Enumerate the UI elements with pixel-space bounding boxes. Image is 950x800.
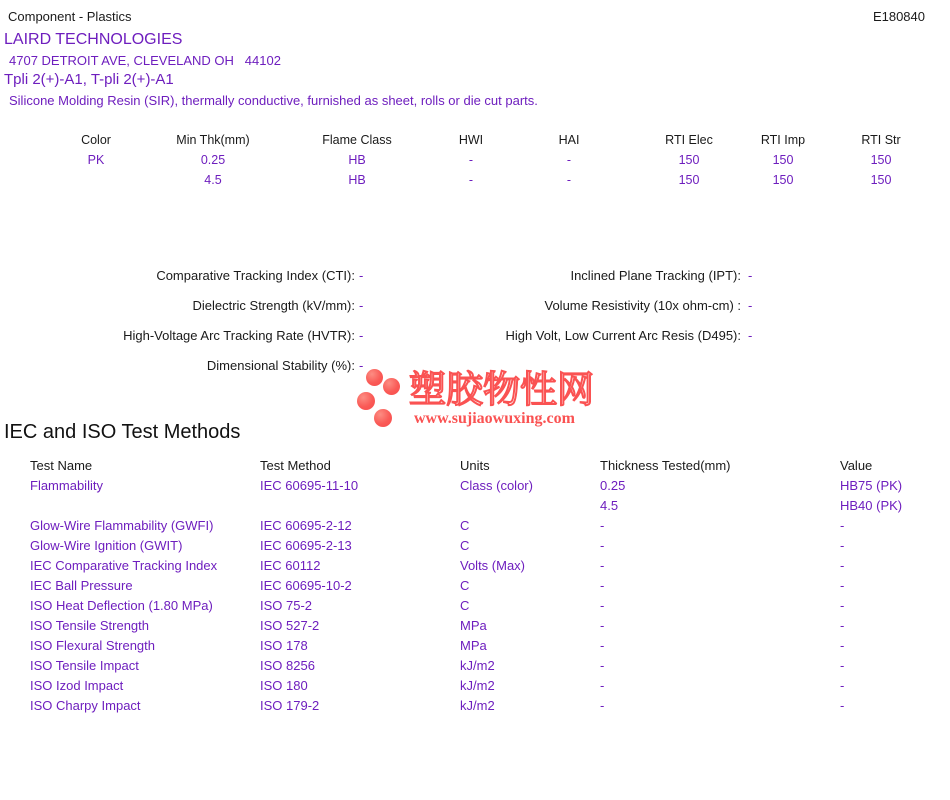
test-table-value-cell: IEC 60695-10-2	[260, 578, 352, 593]
test-table-value-cell: C	[460, 538, 470, 553]
logo-dot-icon	[366, 369, 383, 386]
property-value: -	[359, 328, 364, 343]
watermark-url: www.sujiaowuxing.com	[414, 410, 575, 427]
test-table-value-cell: 0.25	[600, 478, 626, 493]
test-table-value-cell: -	[840, 518, 845, 533]
test-table-value-cell: HB75 (PK)	[840, 478, 903, 493]
property-label: Inclined Plane Tracking (IPT):	[570, 268, 741, 283]
property-label: High-Voltage Arc Tracking Rate (HVTR):	[123, 328, 355, 343]
ratings-value-cell: -	[468, 173, 474, 187]
ratings-header-cell: HAI	[558, 133, 580, 147]
test-table-value-cell: -	[600, 658, 605, 673]
test-table-value-cell: C	[460, 598, 470, 613]
ratings-value-cell: -	[468, 153, 474, 167]
property-label: Volume Resistivity (10x ohm-cm) :	[544, 298, 741, 313]
test-table-value-cell: -	[600, 618, 605, 633]
test-table-value-cell: -	[600, 698, 605, 713]
test-table-value-cell: Class (color)	[460, 478, 533, 493]
test-table-value-cell: -	[840, 698, 845, 713]
test-table-value-cell: -	[600, 598, 605, 613]
test-table-value-cell: ISO Tensile Strength	[30, 618, 149, 633]
test-table-value-cell: IEC 60112	[260, 558, 321, 573]
product-description: Silicone Molding Resin (SIR), thermally conductive, furnished as sheet, rolls or die cut parts.	[9, 93, 538, 108]
test-table-header-cell: Units	[460, 458, 490, 473]
property-label: High Volt, Low Current Arc Resis (D495):	[505, 328, 741, 343]
company-name: LAIRD TECHNOLOGIES	[4, 31, 183, 48]
logo-dot-icon	[357, 392, 375, 410]
ratings-header-cell: Color	[81, 133, 111, 147]
test-table-header-cell: Value	[840, 458, 873, 473]
test-table-value-cell: C	[460, 518, 470, 533]
test-table-value-cell: -	[840, 638, 845, 653]
property-value: -	[359, 268, 364, 283]
test-table-value-cell: -	[840, 678, 845, 693]
test-table-value-cell: MPa	[460, 638, 487, 653]
ratings-header-cell: Min Thk(mm)	[176, 133, 250, 147]
ratings-value-cell: 150	[678, 173, 700, 187]
test-table-value-cell: -	[840, 658, 845, 673]
test-table-value-cell: IEC 60695-11-10	[260, 478, 359, 493]
test-table-value-cell: Volts (Max)	[460, 558, 526, 573]
test-table-value-cell: Glow-Wire Flammability (GWFI)	[30, 518, 214, 533]
test-table-header-cell: Test Method	[260, 458, 331, 473]
test-table-value-cell: kJ/m2	[460, 698, 495, 713]
doc-type-label: Component - Plastics	[8, 9, 132, 24]
property-value: -	[748, 298, 753, 313]
test-table-value-cell: IEC 60695-2-13	[260, 538, 352, 553]
properties-section	[0, 0, 950, 390]
ratings-value-cell: 150	[870, 173, 892, 187]
test-table-value-cell: -	[840, 558, 845, 573]
test-table-value-cell: MPa	[460, 618, 487, 633]
test-table-value-cell: -	[600, 558, 605, 573]
test-table-value-cell: -	[600, 678, 605, 693]
test-table-value-cell: ISO 180	[260, 678, 308, 693]
ratings-value-cell: -	[566, 153, 572, 167]
test-table-value-cell: -	[840, 598, 845, 613]
property-value: -	[359, 358, 364, 373]
test-table-value-cell: -	[600, 518, 605, 533]
ratings-value-cell: 150	[678, 153, 700, 167]
watermark-cn-text: 塑胶物性网	[409, 369, 594, 410]
test-table-value-cell: C	[460, 578, 470, 593]
ratings-value-cell: HB	[348, 153, 366, 167]
test-table-value-cell: IEC Comparative Tracking Index	[30, 558, 218, 573]
file-number: E180840	[872, 9, 925, 24]
test-table-value-cell: -	[840, 578, 845, 593]
ratings-header-cell: HWI	[458, 133, 484, 147]
test-table-value-cell: ISO Heat Deflection (1.80 MPa)	[30, 598, 213, 613]
property-value: -	[359, 298, 364, 313]
test-table-value-cell: Glow-Wire Ignition (GWIT)	[30, 538, 183, 553]
test-table-value-cell: kJ/m2	[460, 678, 495, 693]
property-label: Comparative Tracking Index (CTI):	[156, 268, 355, 283]
test-table-value-cell: ISO 178	[260, 638, 308, 653]
test-table-value-cell: kJ/m2	[460, 658, 495, 673]
test-table-value-cell: ISO Charpy Impact	[30, 698, 141, 713]
ratings-value-cell: -	[566, 173, 572, 187]
test-table-value-cell: ISO Izod Impact	[30, 678, 124, 693]
test-table-value-cell: ISO 75-2	[260, 598, 313, 613]
ratings-value-cell: HB	[348, 173, 366, 187]
ratings-value-cell: 150	[772, 173, 794, 187]
logo-dot-icon	[374, 409, 392, 427]
test-table-value-cell: -	[600, 638, 605, 653]
property-label: Dielectric Strength (kV/mm):	[192, 298, 355, 313]
logo-dot-icon	[383, 378, 400, 395]
ratings-header-cell: Flame Class	[322, 133, 392, 147]
test-table-value-cell: 4.5	[600, 498, 619, 513]
company-address: 4707 DETROIT AVE, CLEVELAND OH 44102	[9, 53, 281, 68]
test-table-value-cell: ISO Tensile Impact	[30, 658, 139, 673]
property-label: Dimensional Stability (%):	[206, 358, 355, 373]
test-table-value-cell: ISO 527-2	[260, 618, 320, 633]
test-table-value-cell: ISO 179-2	[260, 698, 320, 713]
test-table-value-cell: ISO Flexural Strength	[30, 638, 155, 653]
product-name: Tpli 2(+)-A1, T-pli 2(+)-A1	[4, 71, 174, 88]
ratings-value-cell: 0.25	[200, 153, 226, 167]
test-table-header-cell: Test Name	[30, 458, 93, 473]
test-table-value-cell: -	[840, 538, 845, 553]
property-value: -	[748, 328, 753, 343]
ratings-header-cell: RTI Imp	[760, 133, 806, 147]
test-table-value-cell: -	[600, 578, 605, 593]
ratings-value-cell: 150	[772, 153, 794, 167]
ratings-value-cell: 4.5	[204, 173, 222, 187]
ratings-header-cell: RTI Elec	[665, 133, 713, 147]
test-table-value-cell: IEC Ball Pressure	[30, 578, 133, 593]
test-table-value-cell: IEC 60695-2-12	[260, 518, 352, 533]
ratings-value-cell: PK	[87, 153, 105, 167]
test-table-value-cell: Flammability	[30, 478, 103, 493]
test-table-value-cell: -	[840, 618, 845, 633]
test-table-header-cell: Thickness Tested(mm)	[600, 458, 731, 473]
section-title: IEC and ISO Test Methods	[4, 421, 241, 443]
property-value: -	[748, 268, 753, 283]
test-table-value-cell: -	[600, 538, 605, 553]
test-table-value-cell: HB40 (PK)	[840, 498, 903, 513]
ratings-header-cell: RTI Str	[861, 133, 901, 147]
test-table-value-cell: ISO 8256	[260, 658, 315, 673]
ratings-value-cell: 150	[870, 153, 892, 167]
